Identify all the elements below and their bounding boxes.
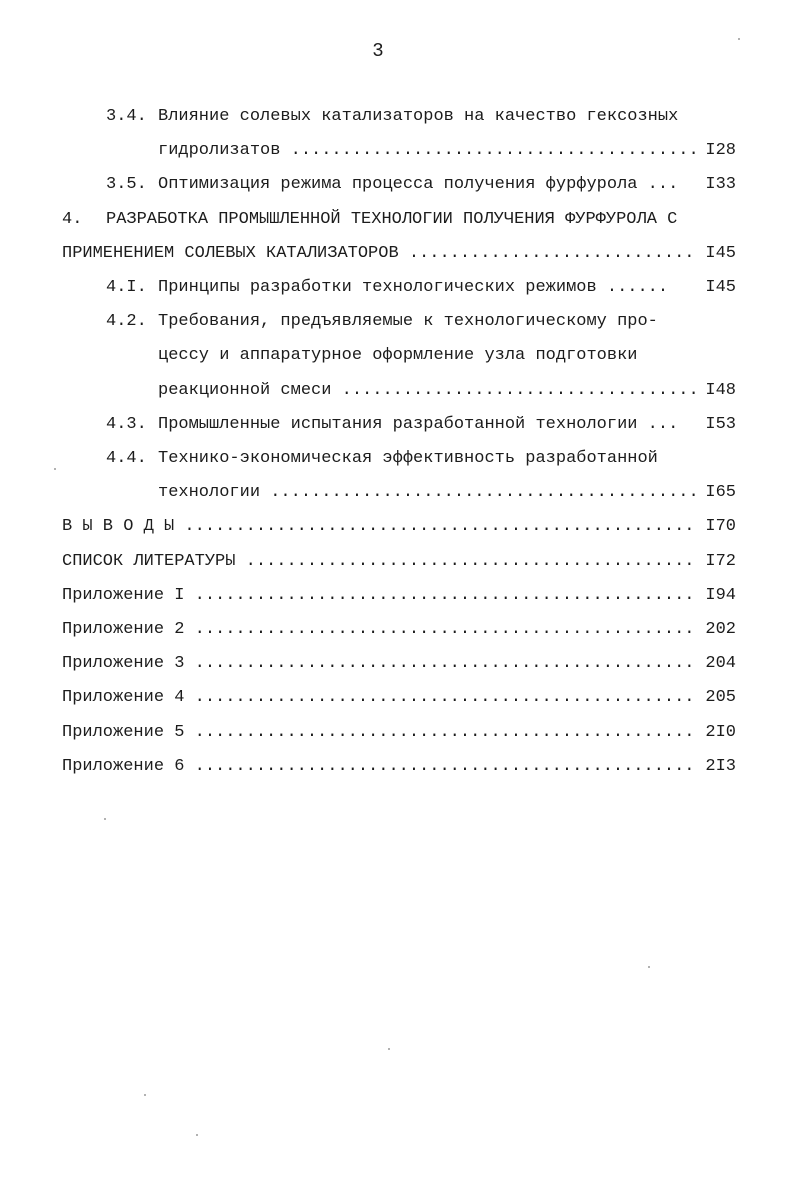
- toc-entry-title: технологии .....: [158, 476, 736, 510]
- toc-entry-title: Требования, предъявляемые к технологическому про-: [158, 312, 658, 332]
- paper-speck: [388, 1048, 390, 1050]
- toc-entry-title: Оптимизация режима процесса получения фурфурола ...: [158, 175, 679, 195]
- toc-line: [0, 510, 798, 544]
- toc-entry-title: Приложение 3 .....: [62, 647, 736, 681]
- toc-entry-number: 4.2.: [106, 312, 147, 332]
- toc-page-number: 2I3: [695, 750, 736, 784]
- toc-entry-title: Приложение I .....: [62, 579, 736, 613]
- page-number: 3: [372, 40, 384, 62]
- paper-speck: [54, 468, 56, 470]
- toc-line: [0, 339, 798, 373]
- toc-line: [0, 545, 798, 579]
- toc-entry-number: 4.4.: [106, 449, 147, 468]
- toc-page-number: 202: [695, 613, 736, 647]
- toc-line: [0, 134, 798, 168]
- toc-page-number: 205: [695, 681, 736, 715]
- toc-page-number: I45: [695, 271, 736, 305]
- toc-line: [0, 716, 798, 750]
- toc-line: [0, 750, 798, 784]
- toc-page-number: I28: [695, 134, 736, 168]
- toc-entry-title: СПИСОК ЛИТЕРАТУРЫ .....: [62, 545, 736, 579]
- toc-line: [0, 476, 798, 510]
- toc-line: [0, 647, 798, 681]
- toc-entry-number: 3.5.: [106, 175, 147, 195]
- toc-entry-title: ПРИМЕНЕНИЕМ СОЛЕВЫХ КАТАЛИЗАТОРОВ .....: [62, 237, 736, 271]
- toc-entry-title: Промышленные испытания разработанной технологии ...: [158, 414, 679, 434]
- paper-speck: [144, 1094, 146, 1096]
- toc-page-number: I45: [695, 237, 736, 271]
- paper-speck: [738, 38, 740, 40]
- toc-page-number: I70: [695, 510, 736, 544]
- toc-entry-title: гидролизатов .....: [158, 134, 736, 168]
- toc-line: [0, 305, 798, 339]
- paper-speck: [648, 966, 650, 968]
- toc-entry-number: 3.4.: [106, 107, 147, 126]
- toc-page-number: I53: [695, 408, 736, 442]
- toc-entry-title: Принципы разработки технологических режимов ......: [158, 278, 669, 297]
- toc-entry-title: В Ы В О Д Ы .....: [62, 510, 736, 544]
- toc-page-number: I48: [695, 374, 736, 408]
- toc-line: [0, 681, 798, 715]
- toc-line: [0, 237, 798, 271]
- toc-entry-title: Приложение 2 .....: [62, 613, 736, 647]
- toc-entry-number: 4.3.: [106, 414, 147, 434]
- toc-line: [0, 100, 798, 134]
- toc-entry-title: цессу и аппаратурное оформление узла подготовки: [158, 346, 638, 366]
- toc-entry-number: 4.I.: [106, 278, 147, 297]
- paper-speck: [196, 1134, 198, 1136]
- toc-page-number: 204: [695, 647, 736, 681]
- toc-page-number: I65: [695, 476, 736, 510]
- toc-line: [0, 579, 798, 613]
- toc-entry-title: Приложение 4 .....: [62, 681, 736, 715]
- paper-speck: [104, 818, 106, 820]
- toc-entry-title: Приложение 5 .....: [62, 716, 736, 750]
- toc-line: [0, 374, 798, 408]
- toc-line: [0, 408, 798, 442]
- toc-line: [0, 203, 798, 237]
- toc-page-number: I72: [695, 545, 736, 579]
- toc-entry-title: Влияние солевых катализаторов на качество гексозных: [158, 107, 679, 126]
- toc-entry-title: РАЗРАБОТКА ПРОМЫШЛЕННОЙ ТЕХНОЛОГИИ ПОЛУЧЕНИЯ ФУРФУРОЛА С: [106, 209, 678, 229]
- toc-entry-title: Технико-экономическая эффективность разработанной: [158, 449, 658, 468]
- toc-page-number: 2I0: [695, 716, 736, 750]
- toc-entry-title: Приложение 6 .....: [62, 750, 736, 784]
- toc-page-number: I33: [695, 168, 736, 202]
- toc-page-number: I94: [695, 579, 736, 613]
- toc-line: [0, 442, 798, 476]
- toc-line: [0, 168, 798, 202]
- toc-line: [0, 271, 798, 305]
- toc-line: [0, 613, 798, 647]
- toc-entry-title: реакционной смеси .....: [158, 374, 736, 408]
- toc-entry-number: 4.: [62, 209, 83, 229]
